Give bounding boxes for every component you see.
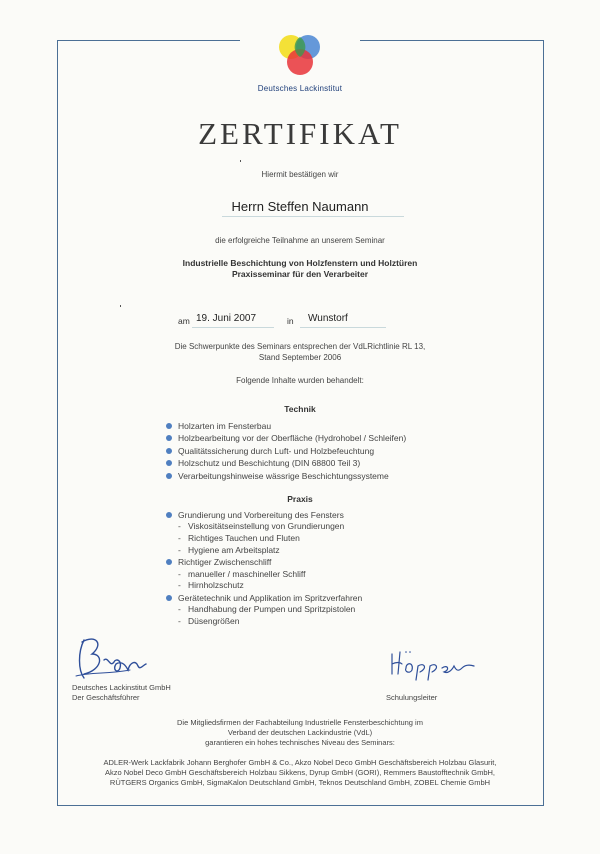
certificate-title: ZERTIFIKAT xyxy=(198,116,402,151)
left-signature-caption xyxy=(72,683,171,703)
logo xyxy=(240,28,360,98)
list-item xyxy=(166,470,406,482)
companies-line2: Akzo Nobel Deco GmbH Geschäftsbereich Holzbau Sikkens, Dyrup GmbH (GORI), Remmers Baustofftechnik GmbH, xyxy=(105,768,495,777)
recipient-name: Herrn Steffen Naumann xyxy=(231,199,369,214)
bullet-icon xyxy=(166,512,172,518)
right-signature-caption: Schulungsleiter xyxy=(386,693,438,702)
confirm-text: Hiermit bestätigen wir xyxy=(261,170,339,179)
sub-item-label: Hirnholzschutz xyxy=(188,580,244,591)
list-item xyxy=(166,556,362,568)
guideline-text xyxy=(0,342,600,363)
bullet-icon xyxy=(166,435,172,441)
list-item xyxy=(166,509,362,521)
scan-speck xyxy=(240,160,241,162)
sub-item: - Hygiene am Arbeitsplatz xyxy=(178,544,280,555)
list-item-label: Holzschutz und Beschichtung (DIN 68800 Teil 3) xyxy=(178,458,361,469)
scan-speck xyxy=(120,305,121,307)
sub-item-label: Hygiene am Arbeitsplatz xyxy=(188,544,280,555)
list-item xyxy=(166,445,406,457)
praxis-list xyxy=(166,509,362,627)
sub-item: - Hirnholzschutz xyxy=(178,580,244,591)
seminar-title-line2: Praxisseminar für den Verarbeiter xyxy=(231,269,369,279)
participation-text: die erfolgreiche Teilnahme an unserem Seminar xyxy=(215,236,385,245)
date-underline xyxy=(192,327,274,328)
list-item xyxy=(166,420,406,432)
seminar-title-line1: Industrielle Beschichtung von Holzfenstern und Holztüren xyxy=(182,258,418,268)
sub-item: - Viskositätseinstellung von Grundierungen xyxy=(178,521,345,532)
seminar-title xyxy=(0,258,600,280)
list-item-label: Holzbearbeitung vor der Oberfläche (Hydrohobel / Schleifen) xyxy=(178,433,407,444)
list-item-label: Holzarten im Fensterbau xyxy=(178,421,272,431)
sub-item-label: Düsengrößen xyxy=(188,615,240,626)
guideline-line1: Die Schwerpunkte des Seminars entsprechen der VdLRichtlinie RL 13, xyxy=(174,342,426,351)
place-underline xyxy=(300,327,386,328)
bullet-icon xyxy=(166,473,172,479)
right-signature-icon xyxy=(388,648,478,682)
left-signature-line1: Deutsches Lackinstitut GmbH xyxy=(72,683,171,692)
technik-list xyxy=(166,420,406,482)
list-item xyxy=(166,457,406,469)
bullet-icon xyxy=(166,460,172,466)
sub-item-label: Handhabung der Pumpen und Spritzpistolen xyxy=(188,604,356,615)
companies-line1: ADLER-Werk Lackfabrik Johann Berghofer GmbH & Co., Akzo Nobel Deco GmbH Geschäftsbereich Holzbau Glasurit, xyxy=(103,758,497,767)
sub-item-label: Viskositätseinstellung von Grundierungen xyxy=(188,521,345,532)
logo-circles-icon xyxy=(270,28,330,84)
seminar-date: 19. Juni 2007 xyxy=(196,313,257,324)
list-item-label: Grundierung und Vorbereitung des Fensters xyxy=(178,510,344,520)
list-item xyxy=(166,432,406,444)
contents-intro: Folgende Inhalte wurden behandelt: xyxy=(236,376,364,385)
sub-item-label: manueller / maschineller Schliff xyxy=(188,568,306,579)
members-line1: Die Mitgliedsfirmen der Fachabteilung Industrielle Fensterbeschichtung im xyxy=(177,718,423,727)
bullet-icon xyxy=(166,595,172,601)
guideline-line2: Stand September 2006 xyxy=(258,352,342,362)
members-line3: garantieren ein hohes technisches Niveau des Seminars: xyxy=(205,738,395,747)
list-item-label: Richtiger Zwischenschliff xyxy=(178,557,272,568)
members-line2: Verband der deutschen Lackindustrie (VdL) xyxy=(227,728,373,737)
left-signature-icon xyxy=(70,630,150,685)
praxis-heading: Praxis xyxy=(287,494,313,504)
companies-text xyxy=(0,758,600,788)
sub-item: - Handhabung der Pumpen und Spritzpistolen xyxy=(178,604,356,615)
logo-name: Deutsches Lackinstitut xyxy=(257,84,343,93)
sub-item: - Richtiges Tauchen und Fluten xyxy=(178,532,300,543)
bullet-icon xyxy=(166,423,172,429)
list-item xyxy=(166,592,362,604)
left-signature-line2: Der Geschäftsführer xyxy=(72,693,140,702)
companies-line3: RÜTGERS Organics GmbH, SigmaKalon Deutschland GmbH, Teknos Deutschland GmbH, ZOBEL Chemie GmbH xyxy=(109,778,491,787)
sub-item-label: Richtiges Tauchen und Fluten xyxy=(188,532,300,543)
members-text xyxy=(0,718,600,748)
seminar-place: Wunstorf xyxy=(308,313,348,324)
technik-heading: Technik xyxy=(284,404,316,414)
recipient-underline xyxy=(222,216,404,217)
place-label: in xyxy=(287,316,294,326)
sub-item: - manueller / maschineller Schliff xyxy=(178,568,306,579)
list-item-label: Qualitätssicherung durch Luft- und Holzbefeuchtung xyxy=(178,445,375,456)
bullet-icon xyxy=(166,448,172,454)
sub-item: - Düsengrößen xyxy=(178,615,240,626)
bullet-icon xyxy=(166,559,172,565)
list-item-label: Gerätetechnik und Applikation im Spritzverfahren xyxy=(178,592,363,603)
list-item-label: Verarbeitungshinweise wässrige Beschichtungssysteme xyxy=(178,470,389,481)
date-label: am xyxy=(178,316,190,326)
